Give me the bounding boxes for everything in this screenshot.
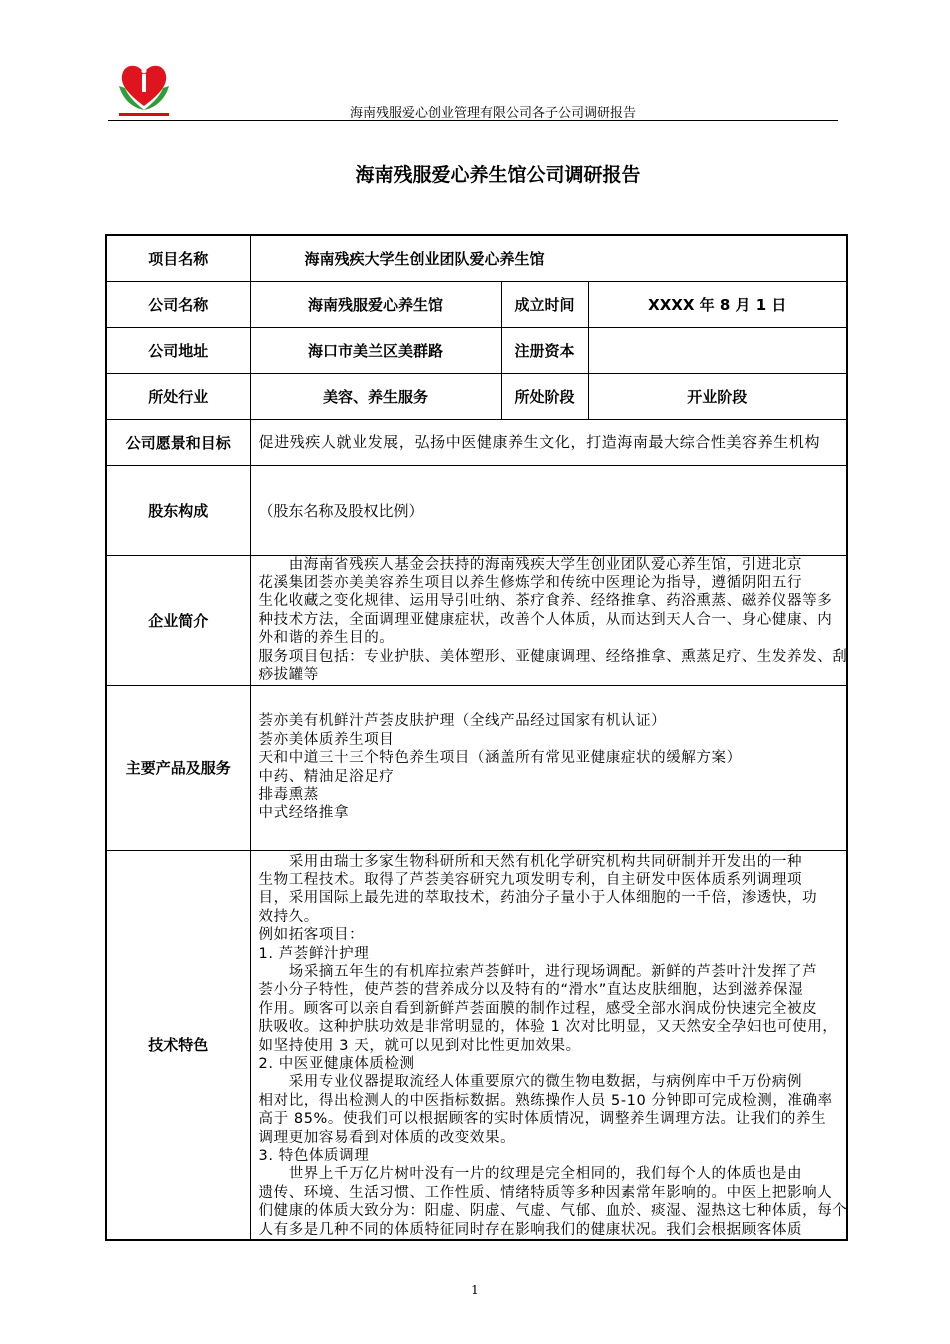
label-capital: 注册资本 [501, 327, 588, 373]
value-address: 海口市美兰区美群路 [250, 327, 501, 373]
label-stage: 所处阶段 [501, 373, 588, 419]
value-stage: 开业阶段 [588, 373, 847, 419]
text-line: 场采摘五年生的有机库拉索芦荟鲜叶，进行现场调配。新鲜的芦荟叶汁发挥了芦 [258, 963, 818, 980]
text-line: 花溪集团荟亦美美容养生项目以养生修炼学和传统中医理论为指导，遵循阴阳五行 [258, 574, 803, 591]
value-shareholders: （股东名称及股权比例） [250, 465, 847, 555]
value-tech [250, 850, 847, 1240]
header-divider [108, 120, 838, 121]
value-company-name: 海南残服爱心养生馆 [250, 281, 501, 327]
text-line: 生物工程技术。取得了芦荟美容研究九项发明专利，自主研发中医体质系列调理项 [258, 871, 803, 888]
text-line: 服务项目包括：专业护肤、美体塑形、亚健康调理、经络推拿、熏蒸足疗、生发养发、刮 [258, 648, 848, 665]
text-line: 遗传、环境、生活习惯、工作性质、情绪特质等多种因素常年影响的。中医上把影响人 [258, 1184, 833, 1201]
text-line: 痧拔罐等 [258, 667, 319, 684]
value-capital [588, 327, 847, 373]
text-line: 种技术方法，全面调理亚健康症状，改善个人体质，从而达到天人合一、身心健康、内 [258, 611, 833, 628]
running-header: 海南残服爱心创业管理有限公司各子公司调研报告 [350, 106, 637, 121]
value-industry: 美容、养生服务 [250, 373, 501, 419]
value-intro [250, 555, 847, 685]
text-line: 采用由瑞士多家生物科研所和天然有机化学研究机构共同研制并开发出的一种 [258, 853, 803, 870]
text-line: 中药、精油足浴足疗 [258, 768, 395, 785]
text-line: 相对比，得出检测人的中医指标数据。熟练操作人员 5-10 分钟即可完成检测，准确率 [258, 1092, 833, 1109]
label-project-name: 项目名称 [106, 235, 250, 281]
label-intro: 企业简介 [106, 555, 250, 685]
text-line: 生化收藏之变化规律、运用导引吐纳、茶疗食养、经络推拿、药浴熏蒸、磁养仪器等多 [258, 593, 833, 610]
label-founded: 成立时间 [501, 281, 588, 327]
text-line: 作用。顾客可以亲自看到新鲜芦荟面膜的制作过程，感受全部水润成份快速完全被皮 [258, 1000, 818, 1017]
value-founded: XXXX 年 8 月 1 日 [588, 281, 847, 327]
text-line: 由海南省残疾人基金会扶持的海南残疾大学生创业团队爱心养生馆，引进北京 [258, 556, 803, 573]
text-line: 效持久。 [258, 908, 319, 925]
text-line: 如坚持使用 3 天，就可以见到对比性更加效果。 [258, 1037, 581, 1054]
text-line: 肤吸收。这种护肤功效是非常明显的，体验 1 次对比明显，又天然安全孕妇也可使用， [258, 1019, 838, 1036]
text-line: 2. 中医亚健康体质检测 [258, 1055, 415, 1072]
label-industry: 所处行业 [106, 373, 250, 419]
text-line: 荟亦美体质养生项目 [258, 731, 395, 748]
text-line: 高于 85%。使我们可以根据顾客的实时体质情况，调整养生调理方法。让我们的养生 [258, 1111, 827, 1128]
text-line: 人有多是几种不同的体质特征同时存在影响我们的健康状况。我们会根据顾客体质 [258, 1221, 803, 1238]
text-line: 3. 特色体质调理 [258, 1148, 370, 1164]
text-line: 天和中道三十三个特色养生项目（涵盖所有常见亚健康症状的缓解方案） [258, 750, 742, 767]
text-line: 中式经络推拿 [258, 805, 350, 822]
text-line: 目，采用国际上最先进的萃取技术，药油分子量小于人体细胞的一千倍，渗透快，功 [258, 890, 818, 907]
label-tech: 技术特色 [106, 850, 250, 1240]
text-line: 荟亦美有机鲜汁芦荟皮肤护理（全线产品经过国家有机认证） [258, 713, 667, 730]
label-company-name: 公司名称 [106, 281, 250, 327]
label-vision: 公司愿景和目标 [106, 419, 250, 465]
text-line: 荟小分子特性，使芦荟的营养成分以及特有的“滑水”直达皮肤细胞，达到滋养保湿 [258, 982, 804, 999]
text-line: 排毒熏蒸 [258, 786, 319, 803]
text-line: 调理更加容易看到对体质的改变效果。 [258, 1129, 516, 1146]
page-number: 1 [471, 1283, 479, 1297]
label-shareholders: 股东构成 [106, 465, 250, 555]
report-table [105, 234, 848, 1241]
value-products [250, 685, 847, 850]
value-vision: 促进残疾人就业发展，弘扬中医健康养生文化，打造海南最大综合性美容养生机构 [250, 419, 847, 465]
text-line: 外和谐的养生目的。 [258, 630, 395, 647]
label-products: 主要产品及服务 [106, 685, 250, 850]
label-address: 公司地址 [106, 327, 250, 373]
value-project-name: 海南残疾大学生创业团队爱心养生馆 [250, 235, 847, 281]
text-line: 采用专业仪器提取流经人体重要原穴的微生物电数据，与病例库中千万份病例 [258, 1074, 803, 1091]
text-line: 1. 芦荟鲜汁护理 [258, 945, 370, 962]
page-title: 海南残服爱心养生馆公司调研报告 [355, 164, 641, 186]
text-line: 们健康的体质大致分为：阳虚、阴虚、气虚、气郁、血於、痰湿、湿热这七种体质，每个 [258, 1203, 848, 1220]
organization-logo [115, 60, 173, 120]
text-line: 例如拓客项目： [258, 927, 365, 944]
text-line: 世界上千万亿片树叶没有一片的纹理是完全相同的，我们每个人的体质也是由 [258, 1166, 803, 1183]
